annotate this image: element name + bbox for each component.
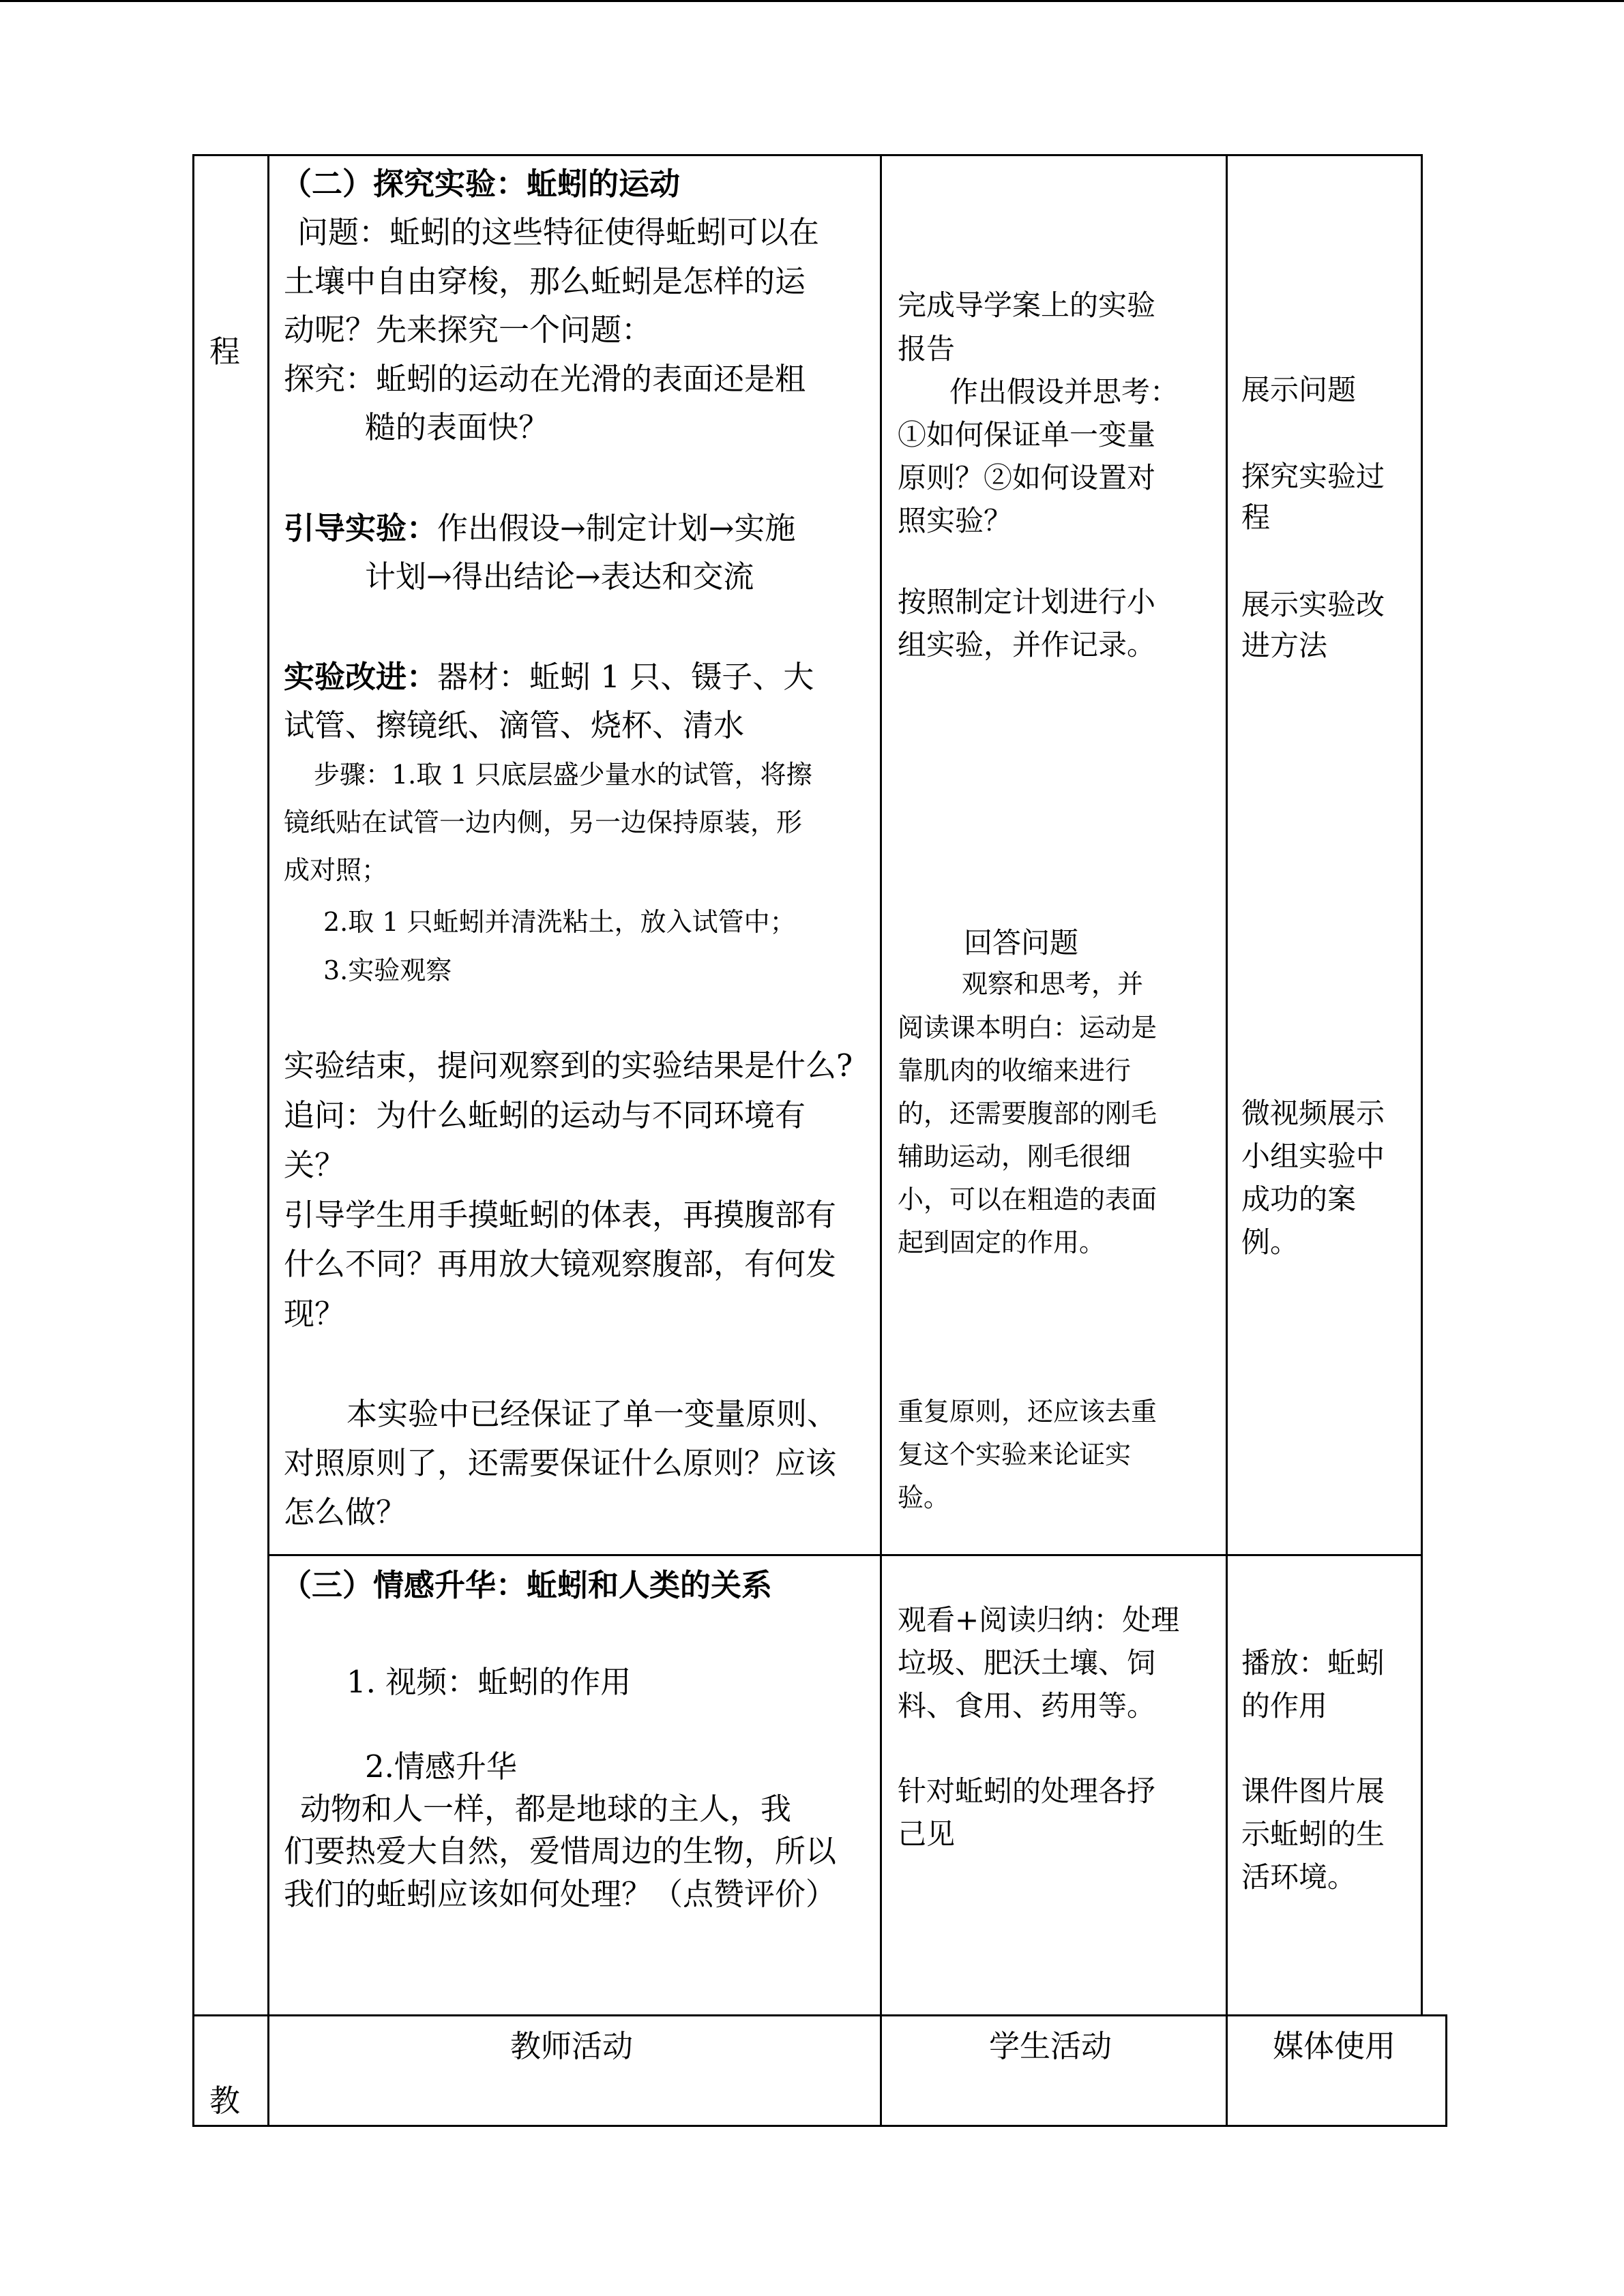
report-line: 报告 [898,332,956,366]
media-process-line: 探究实验过 [1241,460,1385,493]
explore-line: 糙的表面快？ [365,409,550,445]
report-line: 完成导学案上的实验 [898,288,1156,322]
media-video-line: 微视频展示 [1241,1097,1385,1130]
observe-line: 的，还需要腹部的刚毛 [898,1099,1157,1129]
media-improve-line: 进方法 [1241,629,1328,662]
observe-line: 靠肌肉的收缩来进行 [898,1056,1132,1086]
observe-line: 小，可以在粗造的表面 [898,1184,1157,1214]
answer-question: 回答问题 [964,926,1079,959]
improve-label: 实验改进： [284,659,438,695]
ask-line: 现？ [284,1296,346,1332]
observe-line: 起到固定的作用。 [898,1227,1106,1257]
media-column-right-border [1421,154,1423,2016]
observe-line: 辅助运动，刚毛很细 [898,1142,1132,1172]
watch-line: 垃圾、肥沃土壤、饲 [898,1646,1156,1680]
footer-right-border [1445,2014,1447,2127]
media-video-line: 成功的案 [1241,1182,1357,1216]
watch-line: 料、食用、药用等。 [898,1689,1156,1723]
steps-line: 成对照； [284,855,388,885]
table-left-border [192,154,194,2127]
hypothesis-line: ①如何保证单一变量 [898,418,1156,451]
opinion-line: 针对蚯蚓的处理各抒 [898,1774,1156,1808]
repeat-line: 重复原则，还应该去重 [898,1397,1157,1427]
ppt-line: 示蚯蚓的生 [1241,1817,1385,1851]
improve-line [284,659,814,695]
header-teacher-activity: 教师活动 [510,2028,634,2064]
media-process-line: 程 [1241,501,1271,534]
guide-line [284,510,796,546]
header-media-use: 媒体使用 [1273,2028,1396,2064]
ask-line: 引导学生用手摸蚯蚓的体表，再摸腹部有 [284,1197,837,1233]
ppt-line: 活环境。 [1241,1860,1357,1894]
watch-line: 观看+阅读归纳：处理 [898,1603,1180,1637]
play-line: 的作用 [1241,1689,1328,1723]
repeat-line: 验。 [898,1482,950,1512]
question-line: 问题：蚯蚓的这些特征使得蚯蚓可以在 [297,214,820,250]
guide-text: 作出假设→制定计划→实施 [437,510,796,546]
header-student-activity: 学生活动 [989,2028,1112,2064]
label-column-divider [267,154,269,2127]
section2-title: （二）探究实验：蚯蚓的运动 [281,166,681,202]
principle-line: 怎么做？ [284,1494,407,1530]
student-column-divider [1226,154,1228,2127]
media-show-problem: 展示问题 [1241,373,1357,406]
improve-text: 器材：蚯蚓 1 只、镊子、大 [437,659,814,695]
hypothesis-line: 作出假设并思考： [949,375,1179,408]
steps-line: 2.取 1 只蚯蚓并清洗粘土，放入试管中； [323,907,796,937]
media-video-line: 例。 [1241,1225,1299,1259]
section3-text-line: 我们的蚯蚓应该如何处理？（点赞评价） [284,1876,837,1912]
improve-line-2: 试管、擦镜纸、滴管、烧杯、清水 [284,707,745,743]
table-top-border [192,154,1423,156]
section3-text-line: 们要热爱大自然，爱惜周边的生物，所以 [284,1833,837,1869]
ask-line: 实验结束，提问观察到的实验结果是什么? [284,1047,853,1084]
section3-item-1: 1. 视频：蚯蚓的作用 [346,1664,632,1700]
side-label-cheng: 程 [209,333,241,370]
teacher-column-divider [880,154,882,2127]
page-top-border [0,0,1624,2]
section-divider [267,1554,1423,1556]
table-bottom-border [192,2125,1447,2127]
steps-line: 3.实验观察 [323,955,452,985]
guide-line-2: 计划→得出结论→表达和交流 [365,558,754,595]
group-experiment-line: 按照制定计划进行小 [898,585,1156,618]
group-experiment-line: 组实验，并作记录。 [898,628,1156,661]
hypothesis-line: 原则？②如何设置对 [898,461,1156,494]
section3-title: （三）情感升华：蚯蚓和人类的关系 [281,1567,773,1603]
observe-line: 观察和思考，并 [962,969,1144,999]
side-label-jiao: 教 [209,2083,241,2119]
ask-line: 什么不同？再用放大镜观察腹部，有何发 [284,1246,837,1282]
play-line: 播放：蚯蚓 [1241,1646,1385,1680]
observe-line: 阅读课本明白：运动是 [898,1013,1157,1043]
question-line: 动呢？先来探究一个问题： [284,312,653,348]
ask-line: 关？ [284,1147,346,1183]
section3-item-2: 2.情感升华 [365,1748,517,1785]
question-line: 土壤中自由穿梭，那么蚯蚓是怎样的运 [284,263,806,299]
explore-line: 探究：蚯蚓的运动在光滑的表面还是粗 [284,361,806,397]
media-improve-line: 展示实验改 [1241,588,1385,621]
guide-label: 引导实验： [284,510,438,546]
section3-text-line: 动物和人一样，都是地球的主人，我 [300,1791,792,1827]
media-video-line: 小组实验中 [1241,1139,1385,1173]
principle-line: 本实验中已经保证了单一变量原则、 [346,1396,838,1432]
ask-line: 追问：为什么蚯蚓的运动与不同环境有 [284,1097,806,1133]
principle-line: 对照原则了，还需要保证什么原则？应该 [284,1445,837,1481]
opinion-line: 己见 [898,1817,956,1851]
ppt-line: 课件图片展 [1241,1774,1385,1808]
hypothesis-line: 照实验？ [898,504,1013,537]
steps-line: 步骤：1.取 1 只底层盛少量水的试管，将擦 [314,760,812,790]
steps-line: 镜纸贴在试管一边内侧，另一边保持原装，形 [284,807,803,837]
repeat-line: 复这个实验来论证实 [898,1440,1132,1470]
footer-top-border [192,2014,1447,2016]
